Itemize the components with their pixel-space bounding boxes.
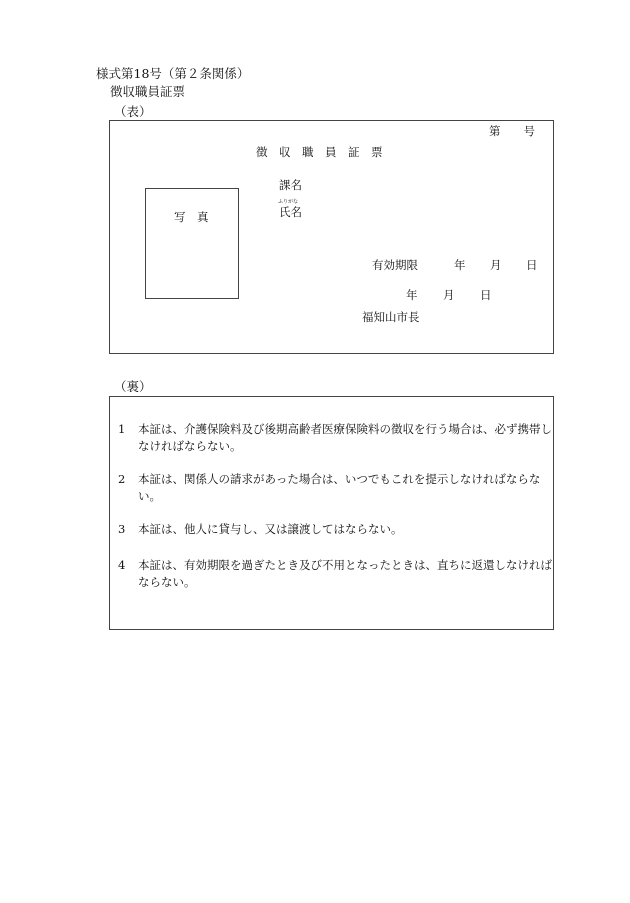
item-text: 本証は、介護保険料及び後期高齢者医療保険料の徴収を行う場合は、必ず携帯しなければならない。 xyxy=(138,422,552,453)
list-item xyxy=(118,557,554,591)
validity-year: 年 xyxy=(454,258,466,272)
form-title: 徴収職員証票 xyxy=(110,84,186,99)
department-label: 課名 xyxy=(279,178,302,192)
back-section-label: （裏） xyxy=(114,379,152,394)
furigana-label: ふりがな xyxy=(278,199,299,205)
name-label: 氏名 xyxy=(279,205,302,219)
validity-month: 月 xyxy=(490,258,502,272)
validity-label: 有効期限 xyxy=(372,258,418,272)
number-label: 第 号 xyxy=(489,124,535,138)
issuer: 福知山市長 xyxy=(362,310,420,324)
issue-year: 年 xyxy=(406,288,418,302)
item-number: 4 xyxy=(118,558,126,572)
item-text: 本証は、有効期限を過ぎたとき及び不用となったときは、直ちに返還しなければならない。 xyxy=(138,558,552,589)
card-title: 徴 収 職 員 証 票 xyxy=(256,145,383,159)
item-text: 本証は、関係人の請求があった場合は、いつでもこれを提示しなければならない。 xyxy=(138,472,541,503)
list-item xyxy=(118,421,554,455)
photo-box xyxy=(145,188,239,299)
item-number: 3 xyxy=(118,522,126,536)
item-number: 2 xyxy=(118,472,126,486)
list-item xyxy=(118,521,554,538)
list-item xyxy=(118,471,554,505)
issue-day: 日 xyxy=(480,288,492,302)
photo-label: 写 真 xyxy=(174,210,209,224)
front-card xyxy=(109,120,554,354)
form-number: 様式第18号（第２条関係） xyxy=(96,66,250,81)
item-number: 1 xyxy=(118,422,126,436)
validity-day: 日 xyxy=(526,258,538,272)
front-section-label: （表） xyxy=(114,104,152,119)
item-text: 本証は、他人に貸与し、又は譲渡してはならない。 xyxy=(138,522,403,536)
issue-month: 月 xyxy=(443,288,455,302)
